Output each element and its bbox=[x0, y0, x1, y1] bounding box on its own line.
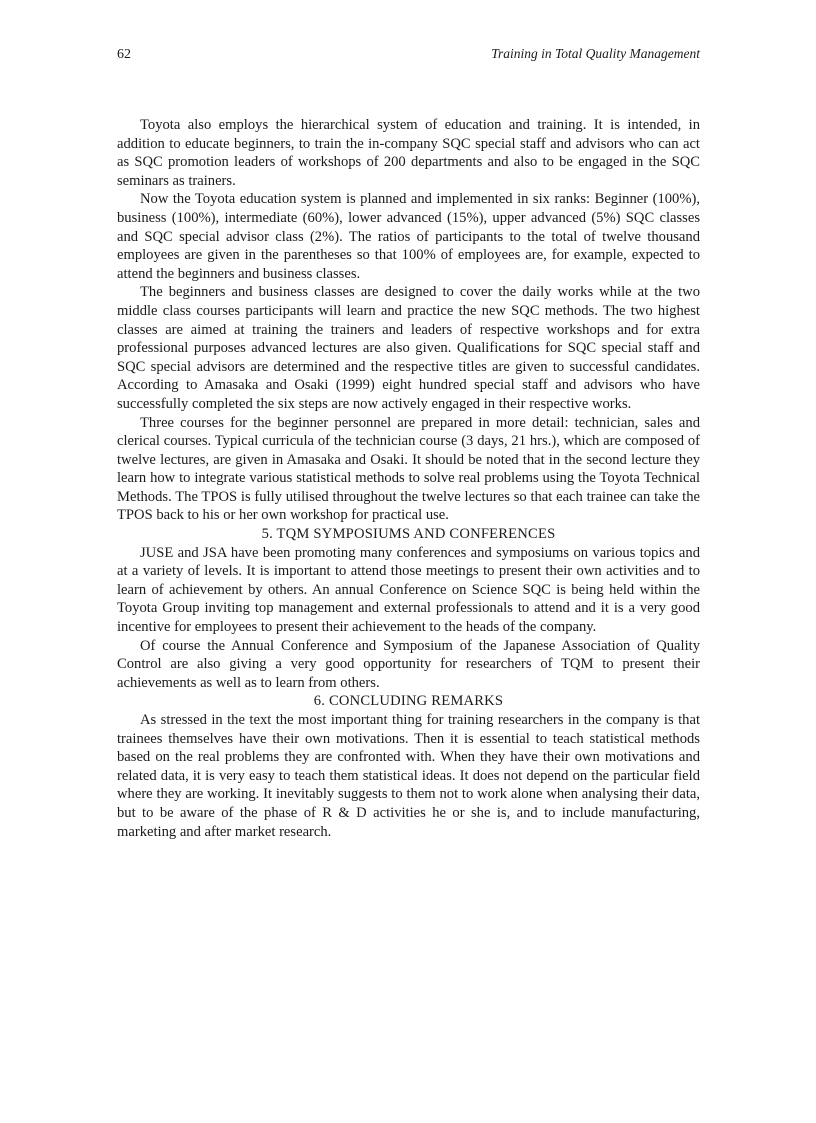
paragraph-class-design: The beginners and business classes are designed to cover the daily works while at the two middle class courses participants will learn and practice the new SQC methods. The two highest classes are aimed at training the trainers and leaders of respective workshops and for extra professional purposes advanced lectures are also given. Qualifications for SQC special staff and SQC special advisors are determined and the respective titles are given to successful candidates. According to Amasaka and Osaki (1999) eight hundred special staff and advisors who have successfully completed the six steps are now actively engaged in their respective works. bbox=[117, 284, 700, 412]
body-text bbox=[117, 116, 700, 841]
paragraph-beginner-courses: Three courses for the beginner personnel are prepared in more detail: technician, sales and clerical courses. Typical curricula of the technician course (3 days, 21 hrs.), which are composed of twelve lectures, are given in Amasaka and Osaki. It should be noted that in the second lecture they learn how to integrate various statistical methods to solve real problems using the Toyota Technical Methods. The TPOS is fully utilised throughout the twelve lectures so that each trainee can take the TPOS back to his or her own workshop for practical use. bbox=[117, 414, 700, 524]
document-page bbox=[117, 44, 700, 841]
paragraph-concluding: As stressed in the text the most important thing for training researchers in the company is that trainees themselves have their own motivations. Then it is essential to teach statistical methods based on the real problems they are confronted with. When they have their own motivations and related data, it is very easy to teach them statistical ideas. It does not depend on the particular field where they are working. It inevitably suggests to them not to work alone when analysing their data, but to be aware of the phase of R & D activities he or she is, and to include manufacturing, marketing and after market research. bbox=[117, 712, 700, 840]
running-header bbox=[117, 44, 700, 64]
paragraph-annual-conference: Of course the Annual Conference and Symposium of the Japanese Association of Quality Control are also giving a very good opportunity for researchers of TQM to present their achievements as well as to learn from others. bbox=[117, 637, 700, 691]
section-heading-concluding-remarks: 6. CONCLUDING REMARKS bbox=[313, 693, 504, 710]
paragraph-six-ranks: Now the Toyota education system is planned and implemented in six ranks: Beginner (100%), business (100%), intermediate (60%), lower advanced (15%), upper advanced (5%) SQC classes and SQC special advisor class (2%). The ratios of participants to the total of twelve thousand employees are given in the parentheses so that 100% of employees are, for example, expected to attend the beginners and business classes. bbox=[117, 191, 700, 282]
page-number: 62 bbox=[117, 47, 131, 62]
paragraph-hierarchical-system: Toyota also employs the hierarchical system of education and training. It is intended, in addition to educate beginners, to train the in-company SQC special staff and advisors who can act as SQC promotion leaders of workshops of 200 departments and also to be engaged in the SQC seminars as trainers. bbox=[117, 117, 700, 189]
section-heading-symposiums: 5. TQM SYMPOSIUMS AND CONFERENCES bbox=[261, 526, 556, 543]
running-title: Training in Total Quality Management bbox=[491, 46, 700, 61]
paragraph-conferences: JUSE and JSA have been promoting many conferences and symposiums on various topics and at a variety of levels. It is important to attend those meetings to present their own activities and to learn of achievement by others. An annual Conference on Science SQC is being held within the Toyota Group inviting top management and external professionals to attend and it is a very good incentive for employees to present their achievement to the heads of the company. bbox=[117, 544, 700, 636]
